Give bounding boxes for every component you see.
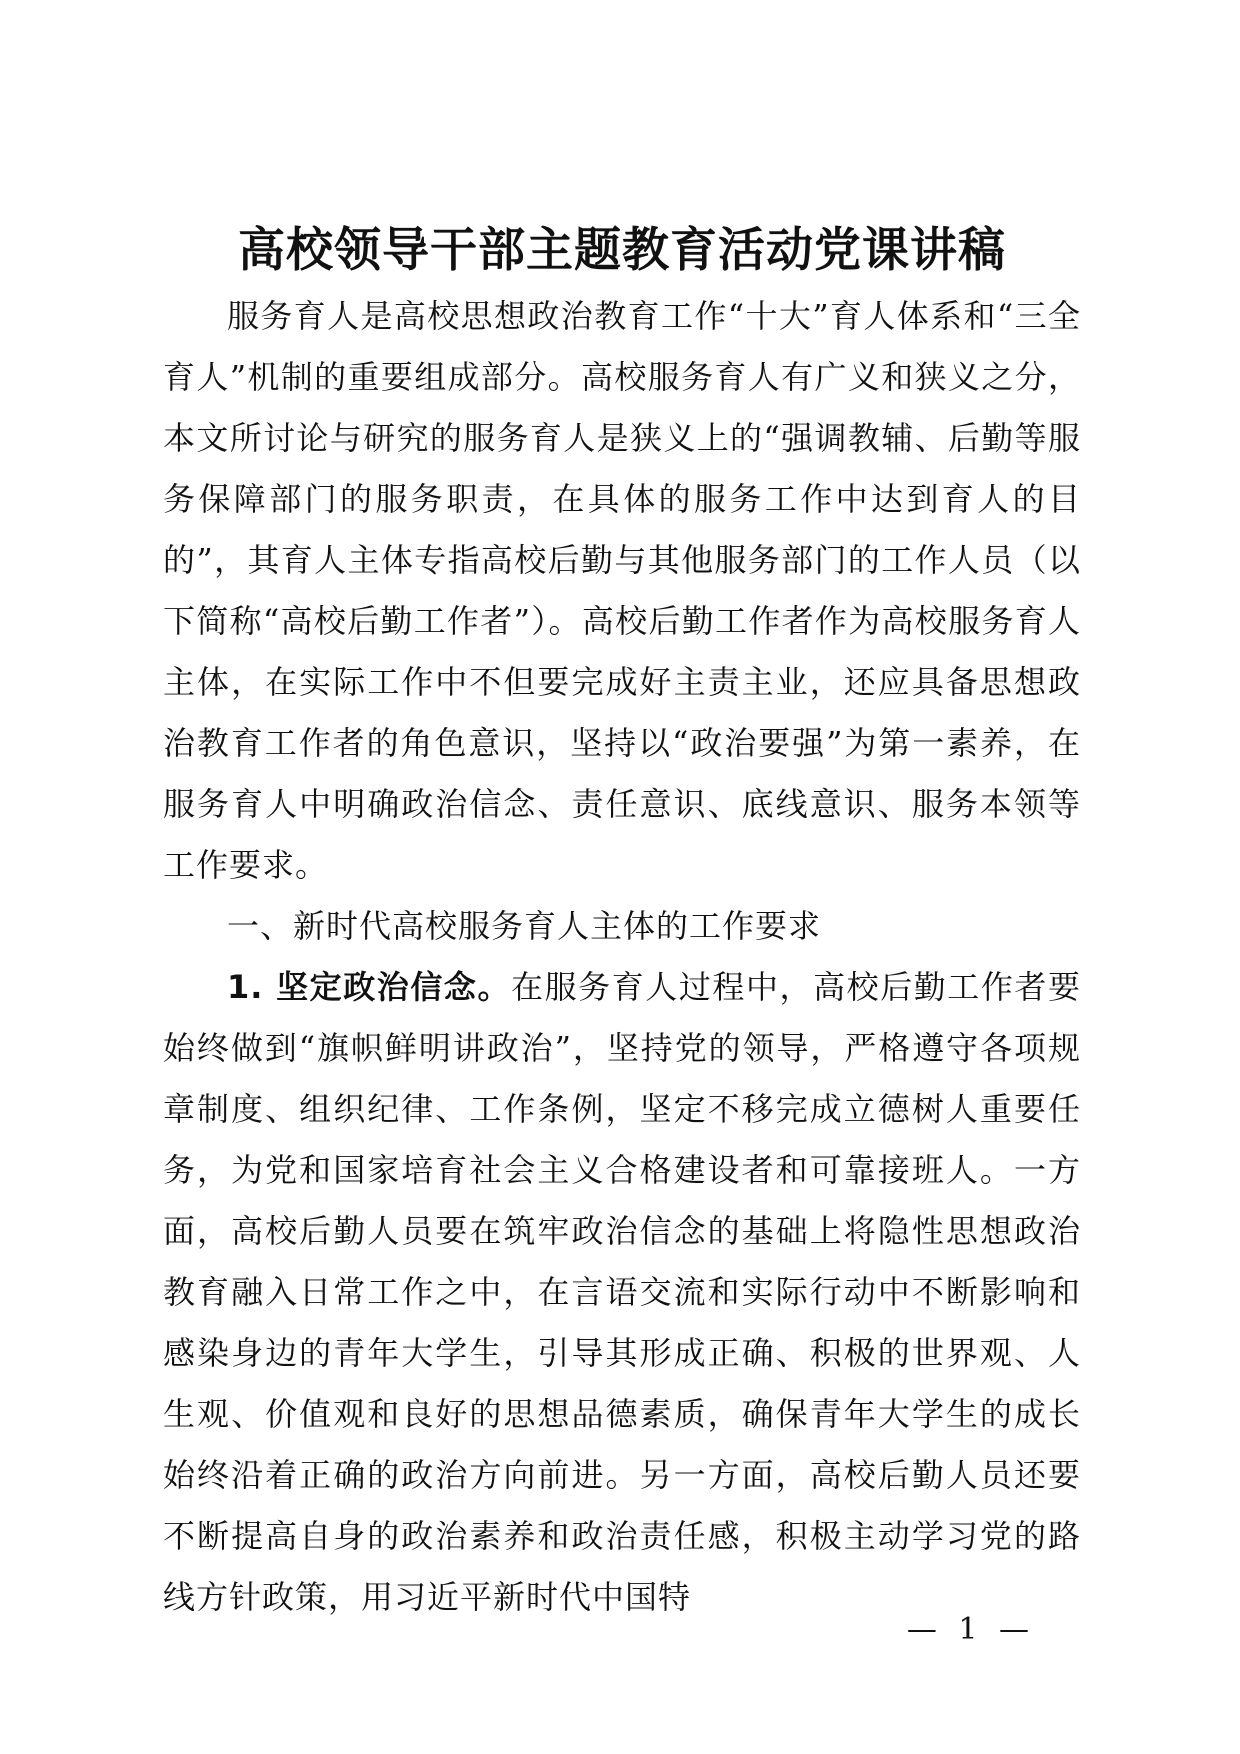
section-heading: 一、新时代高校服务育人主体的工作要求 [227, 907, 822, 945]
document-title: 高校领导干部主题教育活动党课讲稿 [238, 223, 1006, 278]
document-page [163, 218, 1081, 1628]
point-1-text: 在服务育人过程中，高校后勤工作者要始终做到“旗帜鲜明讲政治”，坚持党的领导，严格遵守各项规章制度、组织纪律、工作条例，坚定不移完成立德树人重要任务，为党和国家培育社会主义合格建设者和可靠接班人。一方面，高校后勤人员要在筑牢政治信念的基础上将隐性思想政治教育融入日常工作之中，在言语交流和实际行动中不断影响和感染身边的青年大学生，引导其形成正确、积极的世界观、人生观、价值观和良好的思想品德素质，确保青年大学生的成长始终沿着正确的政治方向前进。另一方面，高校后勤人员还要不断提高自身的政治素养和政治责任感，积极主动学习党的路线方针政策，用习近平新时代中国特 [163, 968, 1081, 1616]
point-1-paragraph [163, 957, 1081, 1628]
point-1-lead: 1. 坚定政治信念。 [227, 968, 512, 1006]
document-body [163, 286, 1081, 1628]
page-number: — 1 — [906, 1612, 1035, 1647]
intro-paragraph: 服务育人是高校思想政治教育工作“十大”育人体系和“三全育人”机制的重要组成部分。高校服务育人有广义和狭义之分，本文所讨论与研究的服务育人是狭义上的“强调教辅、后勤等服务保障部门的服务职责，在具体的服务工作中达到育人的目的”，其育人主体专指高校后勤与其他服务部门的工作人员（以下简称“高校后勤工作者”）。高校后勤工作者作为高校服务育人主体，在实际工作中不但要完成好主责主业，还应具备思想政治教育工作者的角色意识，坚持以“政治要强”为第一素养，在服务育人中明确政治信念、责任意识、底线意识、服务本领等工作要求。 [163, 297, 1081, 884]
